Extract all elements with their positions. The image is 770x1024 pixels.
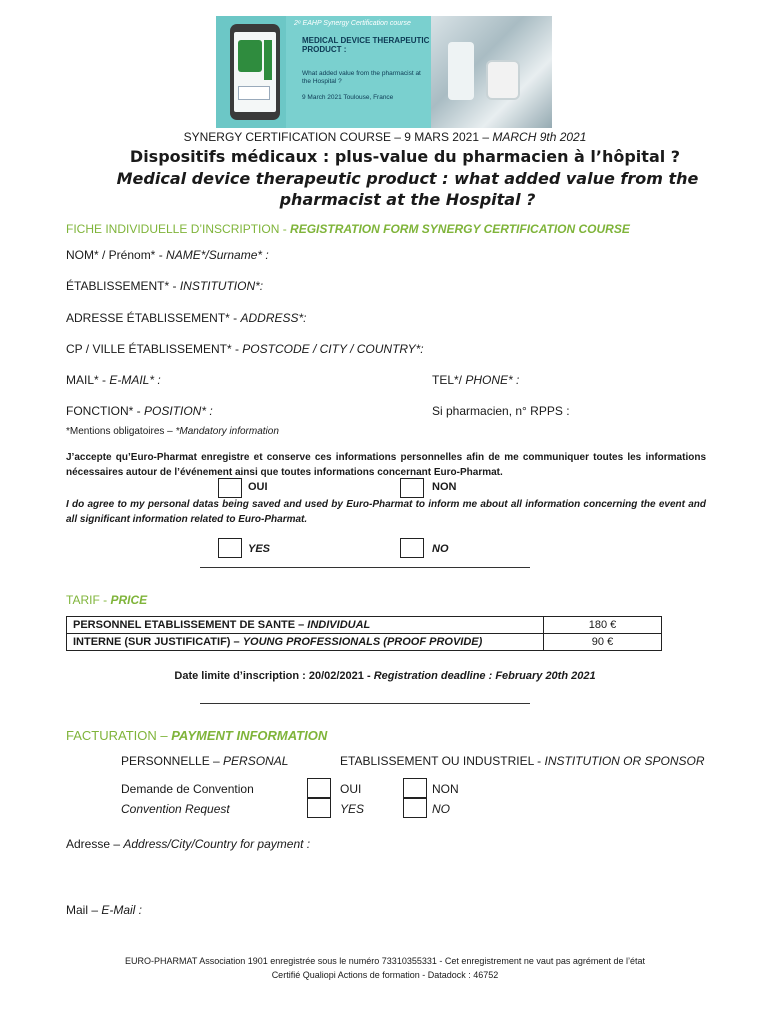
field-institution-label [66,279,263,293]
billing-institution-label [340,754,705,768]
field-postcode-label [66,342,424,356]
field-tel-label [432,373,519,387]
synergy-logo [238,86,270,100]
label-fr: CP / VILLE ÉTABLISSEMENT* - [66,342,243,356]
label-fr: Mail – [66,903,102,917]
label-en: POSTCODE / CITY / COUNTRY*: [242,342,424,356]
consent-yes-checkbox[interactable] [218,538,242,558]
consent-oui-label: OUI [248,481,268,493]
field-rpps-label: Si pharmacien, n° RPPS : [432,404,570,418]
footer-certification: Certifié Qualiopi Actions de formation - Datadock : 46752 [271,970,499,980]
label-fr: ÉTABLISSEMENT* - [66,279,180,293]
convention-non-label: NON [432,782,459,796]
label-en: PHONE* : [465,373,520,387]
footer-registration: EURO-PHARMAT Association 1901 enregistrée sous le numéro 73310355331 - Cet enregistrement ne vaut pas agrément de l’état [125,956,645,966]
banner-course-label: 2ᵉ EAHP Synergy Certification course [294,20,411,27]
price-label-en: INDIVIDUAL [307,619,371,631]
price-row-value: 90 € [544,634,662,651]
price-table [66,616,662,651]
convention-no-checkbox[interactable] [403,798,427,818]
price-row [67,634,662,651]
label-fr: PERSONNELLE – [121,754,224,768]
label-en: E-MAIL* : [109,373,161,387]
course-line [0,130,770,144]
deadline-en: Registration deadline : February 20th 2021 [373,670,596,682]
field-address-label [66,311,307,325]
label-en: PERSONAL [223,754,289,768]
billing-title-en: PAYMENT INFORMATION [171,728,328,743]
divider [200,567,530,568]
event-banner [216,16,552,128]
convention-non-checkbox[interactable] [403,778,427,798]
course-line-en: MARCH 9th 2021 [492,130,587,144]
convention-yes-checkbox[interactable] [307,798,331,818]
registration-deadline [0,670,770,682]
label-fr: ADRESSE ÉTABLISSEMENT* - [66,311,241,325]
price-label-fr: PERSONNEL ETABLISSEMENT DE SANTE – [73,619,308,631]
label-en: NAME*/Surname* : [166,248,269,262]
section-title-registration [66,222,630,236]
title-en-line1: Medical device therapeutic product : what added value from the [116,169,699,188]
price-row-value: 180 € [544,617,662,634]
mandatory-note [66,426,279,437]
convention-yes-label: YES [340,802,365,816]
label-fr: FONCTION* - [66,404,144,418]
billing-personal-label [121,754,288,768]
convention-label: Demande de Convention [121,782,254,796]
price-row-label [67,634,544,651]
divider [200,703,530,704]
convention-label-en: Convention Request [121,802,230,816]
banner-date-place: 9 March 2021 Toulouse, France [302,94,394,101]
label-fr: NOM* / Prénom* - [66,248,167,262]
device-illustration [448,42,474,100]
label-en: INSTITUTION OR SPONSOR [544,754,705,768]
billing-mail-label [66,903,142,917]
field-function-label [66,404,213,418]
label-fr: Adresse – [66,837,124,851]
field-name-label [66,248,269,262]
banner-headline: MEDICAL DEVICE THERAPEUTIC PRODUCT : [302,36,430,54]
price-row-label [67,617,544,634]
course-line-fr: SYNERGY CERTIFICATION COURSE – 9 MARS 2021 – [183,130,493,144]
label-en: E-Mail : [101,903,143,917]
banner-question: What added value from the pharmacist at the Hospital ? [302,70,421,85]
price-title-en: PRICE [110,593,148,607]
label-en: Address/City/Country for payment : [123,837,311,851]
consent-yes-label: YES [248,543,271,555]
label-fr: TEL*/ [432,373,466,387]
price-title-fr: TARIF - [66,593,111,607]
consent-non-checkbox[interactable] [400,478,424,498]
note-fr: *Mentions obligatoires – [66,426,176,437]
field-mail-label [66,373,161,387]
price-label-en: YOUNG PROFESSIONALS (PROOF PROVIDE) [242,636,483,648]
device-illustration [486,60,520,100]
convention-oui-checkbox[interactable] [307,778,331,798]
price-row [67,617,662,634]
section-title-billing [66,728,327,743]
section-title-price [66,593,147,607]
section-title-fr: FICHE INDIVIDUELLE D’INSCRIPTION - [66,222,291,236]
billing-address-label [66,837,310,851]
europharmat-logo [238,40,262,72]
consent-oui-checkbox[interactable] [218,478,242,498]
convention-oui-label: OUI [340,782,362,796]
section-title-en: REGISTRATION FORM SYNERGY CERTIFICATION COURSE [290,222,630,236]
title-en-line2: pharmacist at the Hospital ? [279,190,536,209]
label-en: ADDRESS*: [240,311,307,325]
europharmat-logo-text [264,40,272,80]
title-fr: Dispositifs médicaux : plus-value du pharmacien à l’hôpital ? [129,147,681,166]
deadline-fr: Date limite d’inscription : 20/02/2021 - [174,670,374,682]
consent-no-checkbox[interactable] [400,538,424,558]
label-en: POSITION* : [144,404,213,418]
consent-non-label: NON [432,481,457,493]
consent-text-en: I do agree to my personal datas being saved and used by Euro-Pharmat to inform me about all information concerning the event and all significant information related to Euro-Pharmat. [66,499,706,525]
label-fr: ETABLISSEMENT OU INDUSTRIEL - [340,754,545,768]
price-label-fr: INTERNE (SUR JUSTIFICATIF) – [73,636,243,648]
note-en: *Mandatory information [175,426,279,437]
label-fr: MAIL* - [66,373,110,387]
label-en: INSTITUTION*: [179,279,264,293]
billing-title-fr: FACTURATION – [66,728,172,743]
consent-no-label: NO [432,543,449,555]
consent-text-fr: J’accepte qu’Euro-Pharmat enregistre et conserve ces informations personnelles afin de me communiquer toutes les informations nécessaires autour de l’événement ainsi que toutes informations concernant Euro-Pharmat. [66,452,706,478]
convention-no-label: NO [432,802,450,816]
